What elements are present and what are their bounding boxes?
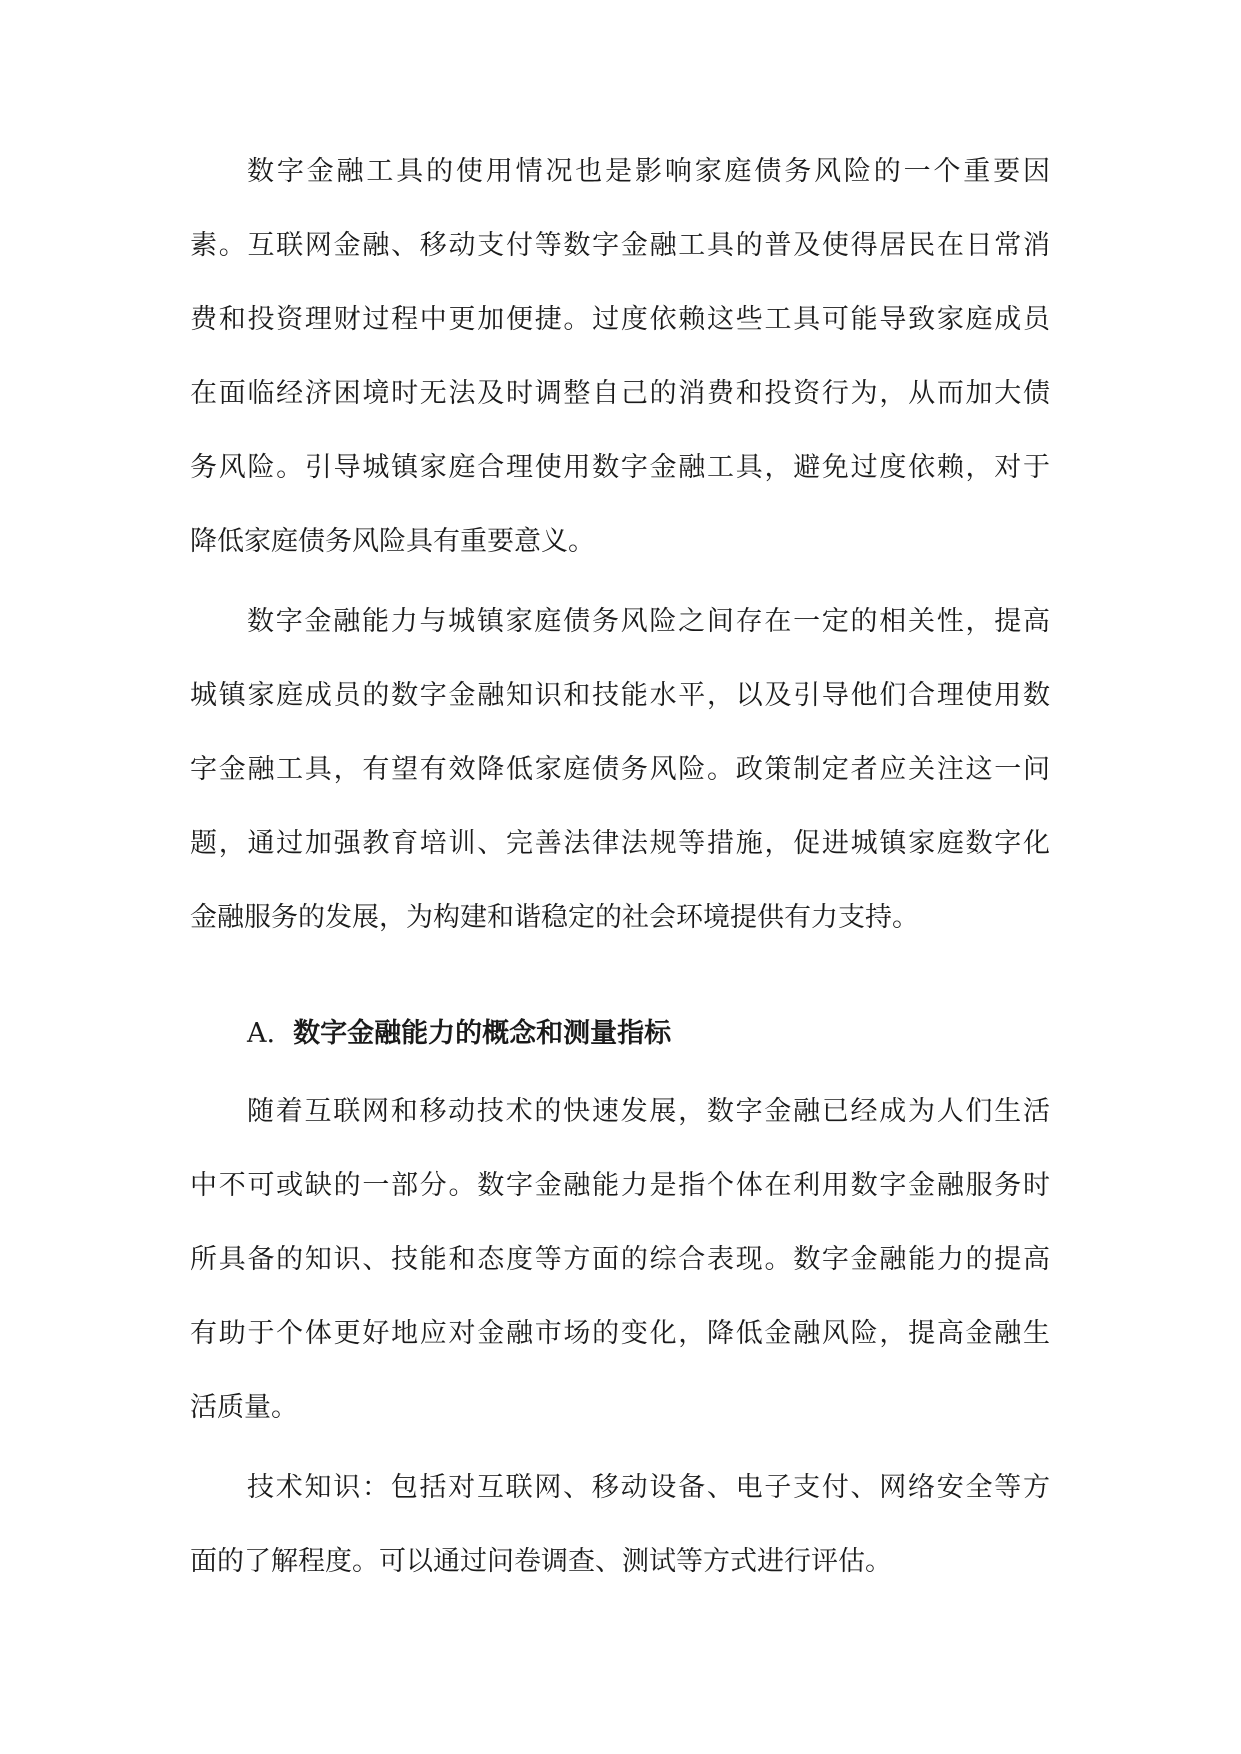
paragraph-line: 题，通过加强教育培训、完善法律法规等措施，促进城镇家庭数字化 [190, 828, 1050, 859]
paragraph-line: 费和投资理财过程中更加便捷。过度依赖这些工具可能导致家庭成员 [190, 304, 1050, 335]
paragraph-line: 数字金融工具的使用情况也是影响家庭债务风险的一个重要因 [247, 156, 1050, 187]
paragraph-line: 字金融工具，有望有效降低家庭债务风险。政策制定者应关注这一问 [190, 754, 1050, 785]
paragraph-line: 所具备的知识、技能和态度等方面的综合表现。数字金融能力的提高 [190, 1244, 1050, 1275]
paragraph-line: 技术知识：包括对互联网、移动设备、电子支付、网络安全等方 [247, 1472, 1050, 1503]
paragraph-line: 在面临经济困境时无法及时调整自己的消费和投资行为，从而加大债 [190, 378, 1050, 409]
paragraph-line: 务风险。引导城镇家庭合理使用数字金融工具，避免过度依赖，对于 [190, 452, 1050, 483]
paragraph-line: 活质量。 [190, 1392, 298, 1423]
section-title: 数字金融能力的概念和测量指标 [293, 1018, 672, 1049]
paragraph-line: 有助于个体更好地应对金融市场的变化，降低金融风险，提高金融生 [190, 1318, 1050, 1349]
section-number: A. [247, 1018, 276, 1049]
paragraph-line: 面的了解程度。可以通过问卷调查、测试等方式进行评估。 [190, 1546, 892, 1577]
paragraph-line: 城镇家庭成员的数字金融知识和技能水平，以及引导他们合理使用数 [190, 680, 1050, 711]
paragraph-line: 数字金融能力与城镇家庭债务风险之间存在一定的相关性，提高 [247, 606, 1050, 637]
paragraph-line: 中不可或缺的一部分。数字金融能力是指个体在利用数字金融服务时 [190, 1170, 1050, 1201]
paragraph-line: 素。互联网金融、移动支付等数字金融工具的普及使得居民在日常消 [190, 230, 1050, 261]
paragraph-line: 金融服务的发展，为构建和谐稳定的社会环境提供有力支持。 [190, 902, 919, 933]
paragraph-line: 随着互联网和移动技术的快速发展，数字金融已经成为人们生活 [247, 1096, 1050, 1127]
paragraph-line: 降低家庭债务风险具有重要意义。 [190, 526, 595, 557]
section-heading [247, 1015, 671, 1053]
